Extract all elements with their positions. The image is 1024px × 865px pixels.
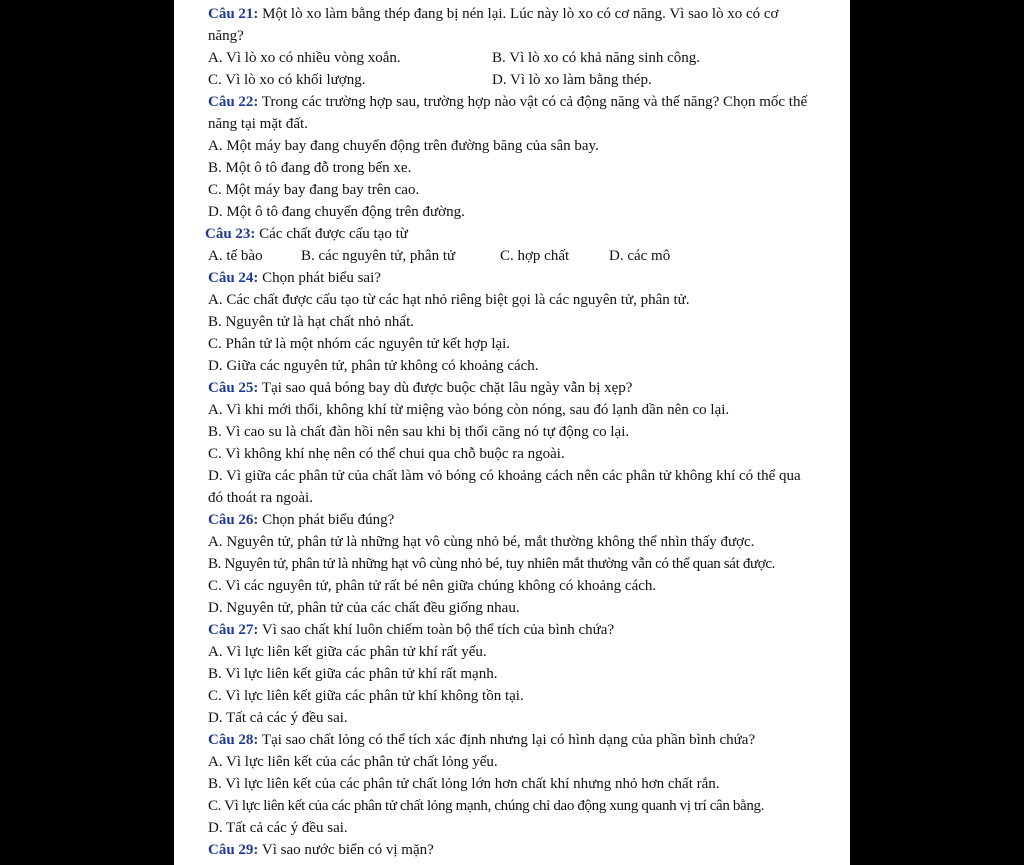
option-c: C. Vì lực liên kết giữa các phân tử khí không tồn tại. (208, 688, 524, 704)
option-d: D. Nguyên tử, phân tử của các chất đều giống nhau. (208, 600, 520, 616)
option-d: D. Vì giữa các phân tử của chất làm vỏ bóng có khoảng cách nên các phân tử không khí có thể qua đó thoát ra ngoài. (208, 468, 801, 506)
question-label: Câu 23: (205, 226, 256, 242)
option-a: A. Vì khi mới thổi, không khí từ miệng vào bóng còn nóng, sau đó lạnh dần nên co lại. (208, 402, 730, 418)
question-list (205, 3, 818, 861)
question-28 (208, 729, 818, 751)
options-row (208, 47, 818, 69)
question-label: Câu 29: (208, 842, 259, 858)
option-b: B. Vì cao su là chất đàn hồi nên sau khi bị thổi căng nó tự động co lại. (208, 424, 630, 440)
option-a: A. Một máy bay đang chuyển động trên đường băng của sân bay. (208, 138, 599, 154)
option-c: C. Vì các nguyên tử, phân tử rất bé nên giữa chúng không có khoảng cách. (208, 578, 657, 594)
option-d: D. các mô (609, 248, 671, 264)
option-a: A. Các chất được cấu tạo từ các hạt nhỏ riêng biệt gọi là các nguyên tử, phân tử. (208, 292, 690, 308)
option-c: C. Một máy bay đang bay trên cao. (208, 182, 420, 198)
question-25 (208, 377, 818, 399)
option-a: A. Vì lực liên kết giữa các phân tử khí rất yếu. (208, 644, 487, 660)
option-b: B. Vì lực liên kết giữa các phân tử khí rất mạnh. (208, 666, 498, 682)
option-b: B. Nguyên tử, phân tử là những hạt vô cùng nhỏ bé, tuy nhiên mắt thường vẫn có thể quan sát được. (208, 556, 776, 572)
question-23 (205, 223, 818, 245)
question-text: Chọn phát biểu đúng? (262, 512, 395, 528)
question-text: Các chất được cấu tạo từ (259, 226, 408, 242)
document-page (174, 0, 850, 865)
question-29 (208, 839, 818, 861)
question-text: Vì sao nước biển có vị mặn? (261, 842, 434, 858)
question-22 (208, 91, 818, 135)
option-c: C. Vì lò xo có khối lượng. (208, 72, 366, 88)
question-text: Tại sao chất lỏng có thể tích xác định nhưng lại có hình dạng của phần bình chứa? (261, 732, 756, 748)
question-26 (208, 509, 818, 531)
option-a: A. Nguyên tử, phân tử là những hạt vô cùng nhỏ bé, mắt thường không thể nhìn thấy được. (208, 534, 755, 550)
question-label: Câu 25: (208, 380, 259, 396)
option-d: D. Tất cả các ý đều sai. (208, 710, 348, 726)
option-a: A. Vì lực liên kết của các phân tử chất lỏng yếu. (208, 754, 498, 770)
question-label: Câu 22: (208, 94, 259, 110)
option-b: B. Vì lực liên kết của các phân tử chất lỏng lớn hơn chất khí nhưng nhỏ hơn chất rắn. (208, 776, 720, 792)
question-label: Câu 21: (208, 6, 259, 22)
question-text: Tại sao quả bóng bay dù được buộc chặt lâu ngày vẫn bị xẹp? (261, 380, 633, 396)
options-row (208, 245, 818, 267)
question-text: Chọn phát biểu sai? (262, 270, 381, 286)
option-c: C. Vì không khí nhẹ nên có thể chui qua chỗ buộc ra ngoài. (208, 446, 565, 462)
option-a: A. Vì lò xo có nhiều vòng xoắn. (208, 50, 401, 66)
option-d: D. Một ô tô đang chuyển động trên đường. (208, 204, 465, 220)
question-label: Câu 27: (208, 622, 259, 638)
option-c: C. Phân tử là một nhóm các nguyên tử kết hợp lại. (208, 336, 511, 352)
question-label: Câu 26: (208, 512, 259, 528)
question-24 (208, 267, 818, 289)
question-21 (208, 3, 818, 47)
option-d: D. Vì lò xo làm bằng thép. (492, 72, 652, 88)
question-text: Một lò xo làm bằng thép đang bị nén lại. Lúc này lò xo có cơ năng. Vì sao lò xo có cơ năng? (208, 6, 779, 44)
option-b: B. Một ô tô đang đỗ trong bến xe. (208, 160, 412, 176)
options-row (208, 69, 818, 91)
option-c: C. hợp chất (500, 248, 570, 264)
question-text: Vì sao chất khí luôn chiếm toàn bộ thể tích của bình chứa? (261, 622, 615, 638)
question-text: Trong các trường hợp sau, trường hợp nào vật có cả động năng và thế năng? Chọn mốc thế năng tại mặt đất. (208, 94, 808, 132)
question-label: Câu 24: (208, 270, 259, 286)
option-d: D. Giữa các nguyên tử, phân tử không có khoảng cách. (208, 358, 539, 374)
option-a: A. tế bào (208, 248, 263, 264)
question-label: Câu 28: (208, 732, 259, 748)
option-c: C. Vì lực liên kết của các phân tử chất lỏng mạnh, chúng chỉ dao động xung quanh vị trí cân bằng. (208, 798, 765, 814)
option-b: B. Vì lò xo có khả năng sinh công. (492, 50, 701, 66)
option-b: B. các nguyên tử, phân tử (301, 248, 456, 264)
option-b: B. Nguyên tử là hạt chất nhỏ nhất. (208, 314, 415, 330)
option-d: D. Tất cả các ý đều sai. (208, 820, 348, 836)
question-27 (208, 619, 818, 641)
